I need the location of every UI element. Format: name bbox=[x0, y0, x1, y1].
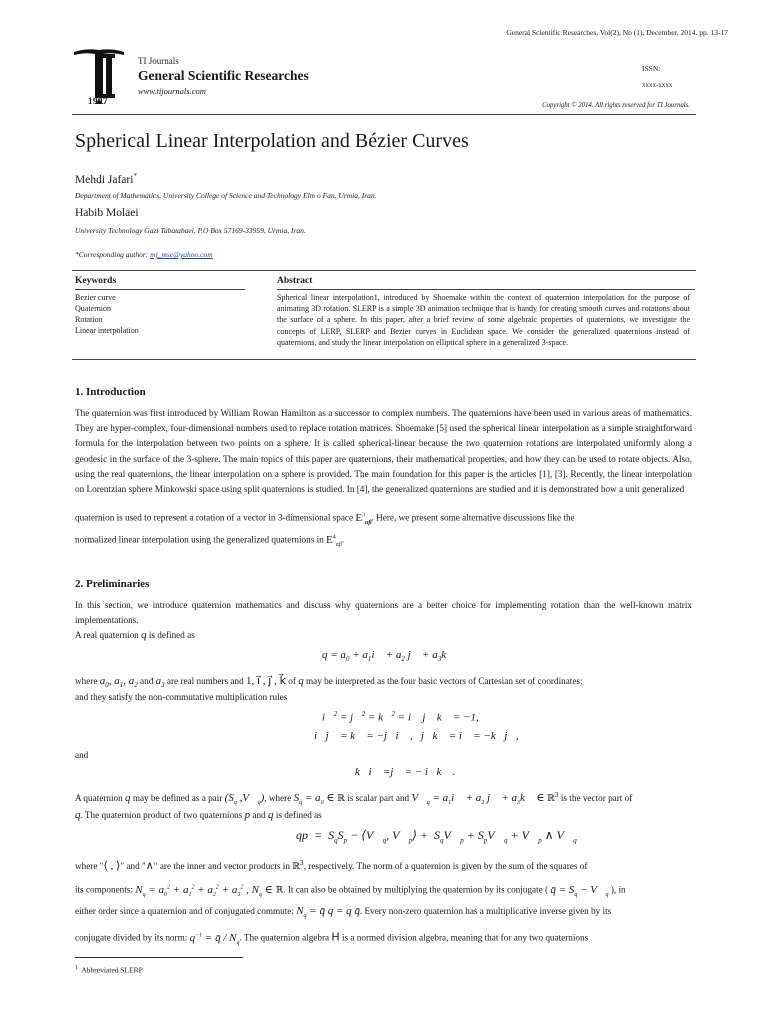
author-email-link[interactable]: mj_msc@yahoo.com bbox=[150, 250, 213, 259]
equation-quaternion: $q = a_0$ + $a_1i⃗ + a_2$ j⃗ + $a_3k⃗$ bbox=[322, 649, 455, 664]
keyword-item: Quaternion bbox=[75, 304, 111, 313]
journal-name: General Scientific Researches bbox=[138, 68, 309, 83]
author-affiliation: Department of Mathematics, University College of Science and Technology Elm o Fan, Urmia, Iran. bbox=[75, 191, 377, 200]
equation-product: qp = $S_qS_p$ − $⟨V⃗_q$, $V⃗_p⟩$ + $S_qV⃗_p$ + $S_pV⃗_q$ + $V⃗_p$ ∧ $V⃗_q$ bbox=[296, 828, 577, 845]
prelim-where-line: where $a_0$, $a_1$, $a_2$ and $a_3$ are real numbers and 1, i⃗ , j⃗ , k⃗ of q may be interpreted as the four basic vectors of Cartesian set of coordinates; bbox=[75, 675, 583, 690]
journal-url[interactable]: www.tijournals.com bbox=[138, 86, 206, 96]
abstract-heading: Abstract bbox=[277, 276, 313, 286]
author-affiliation: University Technology Gazi Tabatabaei, P.O Box 57169-33959, Urmia, Iran. bbox=[75, 226, 306, 235]
abstract-text: Spherical linear interpolation1, introduced by Shoemake within the context of quaternion interpolation for the purpose of animating 3D rotation. SLERP is a simple 3D animation technique that is handy for creating smooth curves and rotations about the surface of a sphere. In this paper, after a brief review of some algebraic properties of quaternions, we investigate the concepts of LERP, SLERP and Bezier curves in Euclidean space. We consider the generalized quaternions instead of quaternions, and study the linear interpolation on elliptical sphere in a generalized 3-space. bbox=[277, 293, 690, 347]
journal-publisher: TI Journals bbox=[138, 56, 179, 66]
header-divider bbox=[72, 114, 696, 115]
prelim-paragraph: In this section, we introduce quaternion mathematics and discuss why quaternions are a better choice for implementing rotation than the well-known matrix implementations. bbox=[75, 600, 692, 626]
paper-title: Spherical Linear Interpolation and Bézier Curves bbox=[75, 130, 469, 152]
prelim-rules-line: and they satisfy the non-commutative multiplication rules bbox=[75, 692, 288, 702]
author-name: Mehdi Jafari* bbox=[75, 172, 137, 186]
logo-year: 1997 bbox=[88, 96, 108, 106]
keyword-item: Rotation bbox=[75, 315, 103, 324]
footnote-rule bbox=[75, 957, 243, 958]
footnote: $^1$ Abbreviated SLERP bbox=[75, 965, 143, 975]
copyright: Copyright © 2014. All rights reserved for TI Journals. bbox=[542, 102, 690, 109]
keyword-item: Bezier curve bbox=[75, 293, 116, 302]
keywords-rule bbox=[75, 289, 245, 290]
issn-value: xxxx-xxxx bbox=[642, 81, 673, 89]
inverse-line: conjugate divided by its norm: $q^{-1}$ = q̄ / $N_q$. The quaternion algebra H is a normed division algebra, meaning that for any two quaternions bbox=[75, 930, 589, 946]
commute-line: either order since a quaternion and of conjugated commute: $N_q$ = q̄ q = q q̄. Every non-zero quaternion has a multiplicative inverse given by its bbox=[75, 905, 612, 920]
equation-rules-1: i⃗$^2$ = j⃗$^2$ = k⃗$^2$ = i⃗ j⃗ k⃗ = −1, bbox=[322, 710, 479, 724]
keyword-item: Linear interpolation bbox=[75, 326, 139, 335]
quaternion-pair-line: A quaternion q may be defined as a pair ($S_q$ $,V⃗_q$), where $S_q = a_0$ ∈ ℝ is scalar part and $V⃗_q$ = $a_1i⃗ + a_2$ j⃗ + $a_3k⃗$ ∈ ℝ$^3$ is the vector part of bbox=[75, 792, 633, 807]
equation-rules-3: k⃗i⃗ =j⃗ = − i⃗k⃗ . bbox=[355, 766, 456, 778]
and-word: and bbox=[75, 750, 89, 760]
section-heading-introduction: 1. Introduction bbox=[75, 386, 146, 398]
quaternion-product-line: q. The quaternion product of two quaternions p and q is defined as bbox=[75, 809, 322, 821]
intro-paragraph: The quaternion was first introduced by William Rowan Hamilton as a successor to complex numbers. The quaternions have been used in various areas of mathematics. They are hyper-complex, four-dimensional numbers used to replace rotation matrices. Shoemake [5] used the spherical linear interpolation as a simple straightforward formula for the interpolation between two points on a sphere. It is called spherical-linear because the two quaternion rotations are interpolated uniformly along a geodesic in the surface of the 3-sphere. The main topics of this paper are quaternions, their mathematical properties, and how they can be used to rotate objects. Also, using the real quaternions, the linear interpolation on a sphere is provided. The main foundation for this paper is the articles [1], [3]. Recently, the linear interpolation on Lorentzian sphere Minkowski space using split quaternions is studied. In [4], the generalized quaternions are studied and it is demonstrated how a unit generalized bbox=[75, 408, 692, 495]
issn-label: ISSN: bbox=[642, 64, 661, 73]
abstract-top-rule bbox=[72, 270, 696, 271]
corresponding-author: *Corresponding author: mj_msc@yahoo.com bbox=[75, 250, 213, 259]
prelim-line: A real quaternion q is defined as bbox=[75, 629, 195, 641]
abstract-bottom-rule bbox=[72, 359, 696, 360]
norm-line: its components: $N_q = a_0^2 + a_1^2 + a_2^2 + a_3^2$ , $N_q$ ∈ ℝ. It can also be obtained by multiplying the quaternion by its conjugate ( q̄ = $S_q$ − $V⃗_q$ ), in bbox=[75, 883, 626, 898]
intro-paragraph-line: quaternion is used to represent a rotation of a vector in 3-dimensional space $E^3_{\alpha\beta}$. Here, we present some alternative discussions like the bbox=[75, 511, 575, 526]
running-head: General Scientific Researches, Vol(2), No (1), December, 2014. pp. 13-17 bbox=[506, 28, 728, 37]
abstract-rule bbox=[277, 289, 695, 290]
keywords-heading: Keywords bbox=[75, 276, 117, 286]
section-heading-preliminaries: 2. Preliminaries bbox=[75, 578, 150, 590]
author-name: Habib Molaei bbox=[75, 207, 139, 219]
intro-paragraph-line: normalized linear interpolation using the generalized quaternions in $E^4_{\alpha\beta}$. bbox=[75, 533, 345, 548]
inner-product-line: where "⟨ , ⟩" and "∧" are the inner and vector products in ℝ$^3$, respectively. The norm of a quaternion is given by the sum of the squares of bbox=[75, 860, 588, 873]
equation-rules-2: i⃗j⃗ = k⃗ = −j⃗i⃗ , j⃗k⃗ = i⃗ = −k⃗j⃗, bbox=[314, 730, 519, 742]
